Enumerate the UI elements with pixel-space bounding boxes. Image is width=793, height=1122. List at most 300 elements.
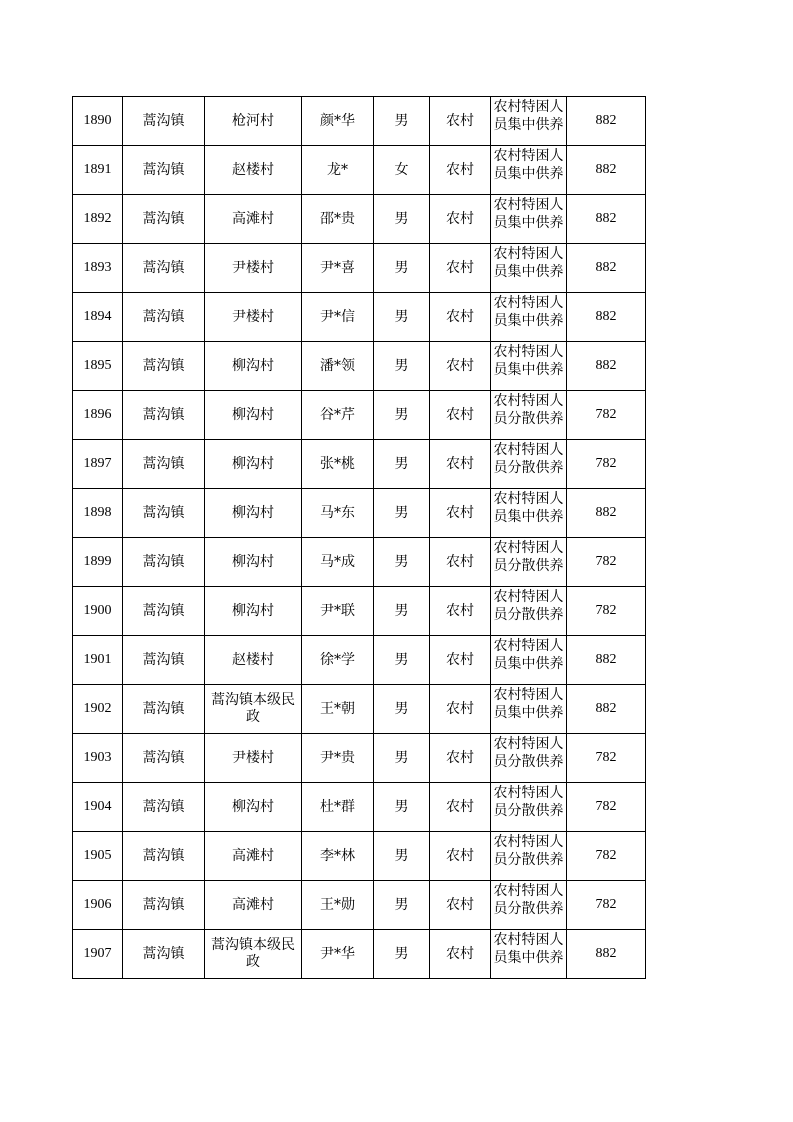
cell-area-type	[430, 734, 491, 783]
cell-town-text: 蒿沟镇	[142, 456, 185, 472]
table-row	[73, 293, 646, 342]
cell-support-type	[491, 195, 567, 244]
cell-serial-number	[73, 881, 123, 930]
cell-gender	[374, 930, 430, 979]
table-row	[73, 930, 646, 979]
cell-support-type-text: 农村特困人员集中供养	[493, 148, 564, 182]
cell-gender-text: 男	[394, 358, 409, 374]
cell-serial-number	[73, 685, 123, 734]
cell-person-name	[302, 293, 374, 342]
cell-gender	[374, 244, 430, 293]
cell-person-name-text: 马*东	[320, 505, 355, 521]
cell-gender	[374, 685, 430, 734]
cell-gender-text: 男	[394, 260, 409, 276]
cell-area-type-text: 农村	[446, 603, 474, 619]
cell-amount-text: 882	[595, 652, 617, 667]
cell-support-type	[491, 685, 567, 734]
cell-person-name	[302, 97, 374, 146]
cell-gender-text: 男	[394, 799, 409, 815]
cell-gender-text: 男	[394, 603, 409, 619]
cell-gender-text: 男	[394, 750, 409, 766]
cell-amount	[567, 146, 646, 195]
cell-town	[123, 685, 205, 734]
cell-serial-number	[73, 636, 123, 685]
cell-village-text: 枪河村	[232, 112, 274, 129]
cell-village-text: 尹楼村	[232, 308, 274, 325]
cell-amount	[567, 293, 646, 342]
cell-town-text: 蒿沟镇	[142, 309, 185, 325]
cell-town	[123, 146, 205, 195]
table-body	[73, 97, 646, 979]
cell-village	[205, 293, 302, 342]
cell-area-type-text: 农村	[446, 113, 474, 129]
cell-town-text: 蒿沟镇	[142, 603, 185, 619]
cell-serial-number-text: 1897	[83, 456, 112, 471]
cell-area-type	[430, 881, 491, 930]
cell-person-name-text: 徐*学	[320, 652, 355, 668]
cell-area-type-text: 农村	[446, 358, 474, 374]
cell-serial-number	[73, 342, 123, 391]
cell-town	[123, 440, 205, 489]
cell-support-type	[491, 930, 567, 979]
cell-area-type	[430, 538, 491, 587]
cell-person-name-text: 颜*华	[320, 113, 355, 129]
cell-village	[205, 244, 302, 293]
cell-support-type-text: 农村特困人员集中供养	[493, 295, 564, 329]
cell-serial-number-text: 1903	[83, 750, 112, 765]
cell-person-name-text: 尹*联	[320, 603, 355, 619]
cell-amount	[567, 489, 646, 538]
cell-amount-text: 882	[595, 162, 617, 177]
cell-area-type-text: 农村	[446, 750, 474, 766]
cell-town-text: 蒿沟镇	[142, 554, 185, 570]
cell-town-text: 蒿沟镇	[142, 946, 185, 962]
cell-village	[205, 440, 302, 489]
cell-amount-text: 882	[595, 211, 617, 226]
cell-support-type	[491, 489, 567, 538]
cell-village-text: 柳沟村	[232, 602, 274, 619]
cell-gender	[374, 293, 430, 342]
cell-town-text: 蒿沟镇	[142, 407, 185, 423]
cell-area-type	[430, 244, 491, 293]
cell-gender	[374, 391, 430, 440]
cell-person-name-text: 尹*贵	[320, 750, 355, 766]
cell-village	[205, 832, 302, 881]
cell-support-type-text: 农村特困人员分散供养	[493, 736, 564, 770]
cell-town-text: 蒿沟镇	[142, 652, 185, 668]
cell-serial-number-text: 1901	[83, 652, 112, 667]
table-row	[73, 685, 646, 734]
cell-area-type-text: 农村	[446, 162, 474, 178]
cell-town	[123, 97, 205, 146]
cell-person-name-text: 尹*信	[320, 309, 355, 325]
cell-area-type-text: 农村	[446, 946, 474, 962]
cell-area-type-text: 农村	[446, 260, 474, 276]
cell-person-name-text: 尹*华	[320, 946, 355, 962]
cell-village-text: 尹楼村	[232, 259, 274, 276]
cell-gender-text: 男	[394, 897, 409, 913]
cell-amount-text: 782	[595, 407, 617, 422]
cell-amount-text: 882	[595, 505, 617, 520]
cell-person-name	[302, 881, 374, 930]
cell-area-type-text: 农村	[446, 309, 474, 325]
cell-serial-number-text: 1893	[83, 260, 112, 275]
table-row	[73, 342, 646, 391]
cell-support-type-text: 农村特困人员分散供养	[493, 589, 564, 623]
cell-support-type-text: 农村特困人员集中供养	[493, 246, 564, 280]
cell-village-text: 尹楼村	[232, 749, 274, 766]
table-row	[73, 783, 646, 832]
cell-village-text: 高滩村	[232, 210, 274, 227]
cell-support-type	[491, 734, 567, 783]
cell-amount	[567, 440, 646, 489]
cell-gender	[374, 440, 430, 489]
beneficiary-table	[72, 96, 646, 979]
cell-person-name	[302, 146, 374, 195]
cell-amount-text: 882	[595, 946, 617, 961]
cell-amount	[567, 391, 646, 440]
cell-gender-text: 男	[394, 407, 409, 423]
cell-village	[205, 881, 302, 930]
cell-person-name-text: 邵*贵	[320, 211, 355, 227]
cell-person-name	[302, 783, 374, 832]
cell-town	[123, 391, 205, 440]
cell-gender	[374, 97, 430, 146]
cell-area-type-text: 农村	[446, 554, 474, 570]
cell-person-name	[302, 342, 374, 391]
cell-gender-text: 男	[394, 848, 409, 864]
cell-area-type-text: 农村	[446, 701, 474, 717]
cell-serial-number	[73, 440, 123, 489]
cell-person-name-text: 尹*喜	[320, 260, 355, 276]
cell-area-type	[430, 391, 491, 440]
cell-support-type-text: 农村特困人员分散供养	[493, 834, 564, 868]
cell-village	[205, 146, 302, 195]
cell-village	[205, 685, 302, 734]
cell-support-type	[491, 587, 567, 636]
cell-area-type	[430, 342, 491, 391]
cell-support-type-text: 农村特困人员集中供养	[493, 344, 564, 378]
cell-gender	[374, 734, 430, 783]
cell-village	[205, 489, 302, 538]
cell-support-type	[491, 97, 567, 146]
cell-serial-number	[73, 538, 123, 587]
cell-area-type-text: 农村	[446, 407, 474, 423]
cell-area-type-text: 农村	[446, 211, 474, 227]
cell-town-text: 蒿沟镇	[142, 505, 185, 521]
cell-village-text: 赵楼村	[232, 651, 274, 668]
cell-town-text: 蒿沟镇	[142, 750, 185, 766]
cell-serial-number	[73, 391, 123, 440]
cell-town	[123, 734, 205, 783]
cell-support-type-text: 农村特困人员集中供养	[493, 687, 564, 721]
cell-village-text: 高滩村	[232, 847, 274, 864]
cell-amount	[567, 195, 646, 244]
cell-support-type	[491, 440, 567, 489]
cell-area-type	[430, 587, 491, 636]
cell-village-text: 高滩村	[232, 896, 274, 913]
cell-town	[123, 538, 205, 587]
cell-gender	[374, 636, 430, 685]
cell-town	[123, 930, 205, 979]
cell-person-name-text: 潘*领	[320, 358, 355, 374]
cell-amount-text: 782	[595, 456, 617, 471]
cell-person-name-text: 马*成	[320, 554, 355, 570]
cell-support-type-text: 农村特困人员分散供养	[493, 883, 564, 917]
cell-support-type-text: 农村特困人员集中供养	[493, 932, 564, 966]
cell-person-name	[302, 244, 374, 293]
cell-village-text: 柳沟村	[232, 504, 274, 521]
cell-serial-number-text: 1905	[83, 848, 112, 863]
cell-town-text: 蒿沟镇	[142, 358, 185, 374]
cell-amount-text: 782	[595, 799, 617, 814]
cell-area-type-text: 农村	[446, 456, 474, 472]
cell-gender-text: 男	[394, 309, 409, 325]
cell-person-name	[302, 489, 374, 538]
cell-gender	[374, 195, 430, 244]
cell-village-text: 蒿沟镇本级民政	[211, 937, 295, 970]
table-row	[73, 97, 646, 146]
cell-serial-number	[73, 734, 123, 783]
cell-serial-number	[73, 97, 123, 146]
cell-person-name	[302, 587, 374, 636]
cell-town	[123, 195, 205, 244]
cell-serial-number-text: 1900	[83, 603, 112, 618]
table-row	[73, 195, 646, 244]
cell-area-type-text: 农村	[446, 505, 474, 521]
cell-area-type-text: 农村	[446, 652, 474, 668]
cell-village-text: 赵楼村	[232, 161, 274, 178]
cell-amount-text: 882	[595, 701, 617, 716]
cell-amount	[567, 783, 646, 832]
cell-village	[205, 97, 302, 146]
cell-town-text: 蒿沟镇	[142, 897, 185, 913]
cell-village	[205, 391, 302, 440]
cell-gender	[374, 881, 430, 930]
cell-serial-number-text: 1906	[83, 897, 112, 912]
cell-person-name	[302, 930, 374, 979]
cell-village-text: 柳沟村	[232, 357, 274, 374]
table-row	[73, 440, 646, 489]
cell-town	[123, 293, 205, 342]
cell-gender	[374, 538, 430, 587]
table-row	[73, 146, 646, 195]
cell-gender	[374, 342, 430, 391]
cell-support-type	[491, 538, 567, 587]
cell-serial-number-text: 1891	[83, 162, 112, 177]
cell-gender-text: 男	[394, 554, 409, 570]
cell-village	[205, 587, 302, 636]
cell-person-name	[302, 734, 374, 783]
cell-town	[123, 342, 205, 391]
table-row	[73, 734, 646, 783]
cell-area-type	[430, 636, 491, 685]
cell-area-type	[430, 440, 491, 489]
cell-area-type	[430, 930, 491, 979]
cell-area-type	[430, 146, 491, 195]
cell-person-name-text: 王*勋	[320, 897, 355, 913]
cell-village-text: 柳沟村	[232, 798, 274, 815]
cell-area-type	[430, 489, 491, 538]
cell-area-type	[430, 195, 491, 244]
cell-amount-text: 782	[595, 897, 617, 912]
cell-gender-text: 男	[394, 946, 409, 962]
cell-serial-number-text: 1896	[83, 407, 112, 422]
cell-support-type	[491, 783, 567, 832]
cell-person-name	[302, 195, 374, 244]
cell-serial-number	[73, 783, 123, 832]
table-row	[73, 538, 646, 587]
cell-village	[205, 538, 302, 587]
cell-serial-number	[73, 587, 123, 636]
cell-serial-number-text: 1904	[83, 799, 112, 814]
cell-village-text: 柳沟村	[232, 406, 274, 423]
cell-amount-text: 882	[595, 260, 617, 275]
cell-amount	[567, 244, 646, 293]
cell-support-type	[491, 146, 567, 195]
cell-gender-text: 男	[394, 505, 409, 521]
cell-gender-text: 女	[394, 162, 409, 178]
cell-village	[205, 195, 302, 244]
cell-town-text: 蒿沟镇	[142, 113, 185, 129]
cell-village	[205, 783, 302, 832]
cell-amount	[567, 881, 646, 930]
cell-village-text: 柳沟村	[232, 553, 274, 570]
cell-serial-number	[73, 195, 123, 244]
cell-support-type-text: 农村特困人员集中供养	[493, 99, 564, 133]
cell-support-type	[491, 244, 567, 293]
cell-serial-number-text: 1899	[83, 554, 112, 569]
cell-serial-number	[73, 244, 123, 293]
cell-support-type-text: 农村特困人员分散供养	[493, 442, 564, 476]
cell-amount-text: 782	[595, 848, 617, 863]
cell-support-type	[491, 636, 567, 685]
cell-town	[123, 587, 205, 636]
cell-area-type-text: 农村	[446, 897, 474, 913]
cell-serial-number-text: 1894	[83, 309, 112, 324]
cell-village	[205, 342, 302, 391]
table-row	[73, 636, 646, 685]
cell-person-name	[302, 440, 374, 489]
cell-amount	[567, 685, 646, 734]
cell-person-name	[302, 685, 374, 734]
cell-support-type	[491, 342, 567, 391]
cell-area-type	[430, 97, 491, 146]
cell-serial-number	[73, 146, 123, 195]
cell-person-name-text: 谷*芹	[320, 407, 355, 423]
cell-town-text: 蒿沟镇	[142, 848, 185, 864]
cell-amount-text: 782	[595, 554, 617, 569]
cell-serial-number-text: 1890	[83, 113, 112, 128]
cell-person-name	[302, 391, 374, 440]
table-row	[73, 832, 646, 881]
cell-village-text: 蒿沟镇本级民政	[211, 692, 295, 725]
cell-person-name-text: 龙*	[327, 162, 348, 178]
cell-amount	[567, 636, 646, 685]
cell-village	[205, 734, 302, 783]
cell-town	[123, 244, 205, 293]
cell-serial-number-text: 1907	[83, 946, 112, 961]
cell-amount	[567, 97, 646, 146]
cell-serial-number-text: 1895	[83, 358, 112, 373]
cell-gender-text: 男	[394, 211, 409, 227]
cell-support-type-text: 农村特困人员分散供养	[493, 393, 564, 427]
cell-town-text: 蒿沟镇	[142, 799, 185, 815]
cell-village	[205, 930, 302, 979]
table-row	[73, 587, 646, 636]
cell-amount-text: 882	[595, 358, 617, 373]
cell-area-type	[430, 832, 491, 881]
cell-town	[123, 783, 205, 832]
cell-serial-number	[73, 293, 123, 342]
table-row	[73, 391, 646, 440]
cell-amount	[567, 832, 646, 881]
cell-support-type-text: 农村特困人员集中供养	[493, 197, 564, 231]
cell-town-text: 蒿沟镇	[142, 162, 185, 178]
cell-support-type-text: 农村特困人员分散供养	[493, 540, 564, 574]
cell-serial-number	[73, 489, 123, 538]
cell-amount	[567, 587, 646, 636]
cell-support-type-text: 农村特困人员分散供养	[493, 785, 564, 819]
cell-area-type	[430, 685, 491, 734]
cell-gender-text: 男	[394, 456, 409, 472]
cell-town	[123, 489, 205, 538]
cell-amount-text: 882	[595, 113, 617, 128]
cell-amount	[567, 734, 646, 783]
cell-support-type-text: 农村特困人员集中供养	[493, 491, 564, 525]
cell-amount	[567, 930, 646, 979]
cell-support-type-text: 农村特困人员集中供养	[493, 638, 564, 672]
cell-town-text: 蒿沟镇	[142, 260, 185, 276]
cell-town	[123, 832, 205, 881]
cell-person-name-text: 李*林	[320, 848, 355, 864]
cell-gender-text: 男	[394, 652, 409, 668]
cell-amount-text: 782	[595, 750, 617, 765]
cell-serial-number-text: 1902	[83, 701, 112, 716]
cell-support-type	[491, 293, 567, 342]
cell-serial-number-text: 1898	[83, 505, 112, 520]
table-row	[73, 489, 646, 538]
cell-support-type	[491, 832, 567, 881]
cell-amount-text: 882	[595, 309, 617, 324]
cell-town	[123, 636, 205, 685]
cell-town-text: 蒿沟镇	[142, 701, 185, 717]
cell-serial-number-text: 1892	[83, 211, 112, 226]
cell-gender-text: 男	[394, 113, 409, 129]
cell-serial-number	[73, 930, 123, 979]
table-row	[73, 244, 646, 293]
cell-person-name	[302, 832, 374, 881]
cell-amount	[567, 342, 646, 391]
cell-village-text: 柳沟村	[232, 455, 274, 472]
cell-person-name-text: 王*朝	[320, 701, 355, 717]
cell-area-type-text: 农村	[446, 799, 474, 815]
cell-town	[123, 881, 205, 930]
cell-area-type	[430, 293, 491, 342]
cell-area-type	[430, 783, 491, 832]
cell-person-name	[302, 538, 374, 587]
cell-gender	[374, 587, 430, 636]
cell-area-type-text: 农村	[446, 848, 474, 864]
cell-gender	[374, 146, 430, 195]
cell-village	[205, 636, 302, 685]
cell-amount	[567, 538, 646, 587]
cell-gender-text: 男	[394, 701, 409, 717]
cell-person-name-text: 杜*群	[320, 799, 355, 815]
cell-gender	[374, 832, 430, 881]
cell-support-type	[491, 881, 567, 930]
cell-serial-number	[73, 832, 123, 881]
